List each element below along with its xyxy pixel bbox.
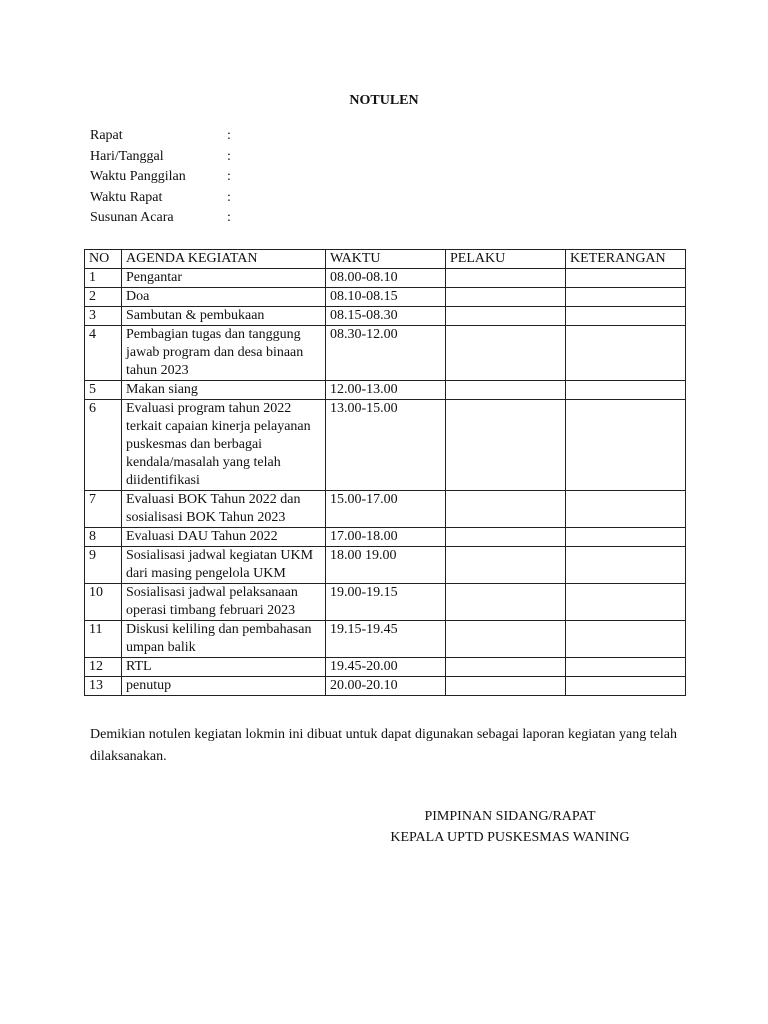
cell-waktu: 19.15-19.45 [326, 621, 446, 658]
cell-waktu: 17.00-18.00 [326, 528, 446, 547]
header-agenda: AGENDA KEGIATAN [122, 250, 326, 269]
table-row [85, 677, 686, 696]
table-row [85, 381, 686, 400]
table-row [85, 584, 686, 621]
cell-agenda: Evaluasi DAU Tahun 2022 [122, 528, 326, 547]
cell-keterangan [566, 400, 686, 491]
cell-keterangan [566, 621, 686, 658]
meta-row-hari-tanggal [90, 147, 237, 168]
meta-row-waktu-rapat [90, 188, 237, 209]
cell-pelaku [446, 288, 566, 307]
cell-keterangan [566, 307, 686, 326]
cell-pelaku [446, 269, 566, 288]
cell-pelaku [446, 528, 566, 547]
table-header-row [85, 250, 686, 269]
cell-pelaku [446, 658, 566, 677]
cell-pelaku [446, 326, 566, 381]
cell-agenda: Doa [122, 288, 326, 307]
cell-pelaku [446, 381, 566, 400]
meta-label: Hari/Tanggal [90, 148, 164, 164]
meeting-info [90, 126, 237, 229]
table-row [85, 307, 686, 326]
meta-row-waktu-panggilan [90, 167, 237, 188]
cell-agenda: Sosialisasi jadwal pelaksanaan operasi timbang februari 2023 [122, 584, 326, 621]
cell-waktu: 19.45-20.00 [326, 658, 446, 677]
meta-label: Waktu Rapat [90, 189, 163, 205]
meta-label: Susunan Acara [90, 210, 174, 225]
cell-agenda: Evaluasi BOK Tahun 2022 dan sosialisasi BOK Tahun 2023 [122, 491, 326, 528]
signature-position: KEPALA UPTD PUSKESMAS WANING [390, 830, 630, 845]
cell-pelaku [446, 400, 566, 491]
cell-pelaku [446, 307, 566, 326]
signature-block [360, 806, 660, 848]
header-keterangan: KETERANGAN [566, 250, 686, 269]
cell-pelaku [446, 677, 566, 696]
cell-keterangan [566, 381, 686, 400]
signature-title: PIMPINAN SIDANG/RAPAT [424, 809, 596, 824]
cell-no: 6 [85, 400, 122, 491]
cell-waktu: 15.00-17.00 [326, 491, 446, 528]
cell-keterangan [566, 677, 686, 696]
cell-keterangan [566, 528, 686, 547]
table-row [85, 288, 686, 307]
document-title: NOTULEN [349, 93, 419, 108]
cell-agenda: Pengantar [122, 269, 326, 288]
cell-waktu: 20.00-20.10 [326, 677, 446, 696]
cell-agenda: Sosialisasi jadwal kegiatan UKM dari masing pengelola UKM [122, 547, 326, 584]
table-row [85, 400, 686, 491]
agenda-table [84, 249, 686, 696]
cell-agenda: RTL [122, 658, 326, 677]
table-row [85, 326, 686, 381]
cell-pelaku [446, 621, 566, 658]
cell-waktu: 08.10-08.15 [326, 288, 446, 307]
cell-waktu: 13.00-15.00 [326, 400, 446, 491]
cell-keterangan [566, 326, 686, 381]
table-row [85, 528, 686, 547]
cell-no: 2 [85, 288, 122, 307]
cell-no: 7 [85, 491, 122, 528]
cell-waktu: 19.00-19.15 [326, 584, 446, 621]
header-waktu: WAKTU [326, 250, 446, 269]
meta-colon: : [227, 210, 231, 225]
cell-keterangan [566, 547, 686, 584]
table-row [85, 491, 686, 528]
cell-pelaku [446, 547, 566, 584]
cell-waktu: 12.00-13.00 [326, 381, 446, 400]
cell-keterangan [566, 658, 686, 677]
cell-agenda: penutup [122, 677, 326, 696]
cell-no: 8 [85, 528, 122, 547]
meta-label: Waktu Panggilan [90, 169, 186, 184]
cell-no: 4 [85, 326, 122, 381]
meta-row-rapat [90, 126, 237, 147]
header-no: NO [85, 250, 122, 269]
meta-label: Rapat [90, 128, 123, 143]
cell-agenda: Pembagian tugas dan tanggung jawab program dan desa binaan tahun 2023 [122, 326, 326, 381]
cell-no: 3 [85, 307, 122, 326]
cell-no: 9 [85, 547, 122, 584]
cell-no: 10 [85, 584, 122, 621]
table-row [85, 547, 686, 584]
closing-paragraph: Demikian notulen kegiatan lokmin ini dibuat untuk dapat digunakan sebagai laporan kegiatan yang telah dilaksanakan. [90, 727, 677, 764]
header-pelaku: PELAKU [446, 250, 566, 269]
cell-waktu: 08.15-08.30 [326, 307, 446, 326]
cell-no: 11 [85, 621, 122, 658]
cell-agenda: Sambutan & pembukaan [122, 307, 326, 326]
cell-no: 5 [85, 381, 122, 400]
cell-no: 13 [85, 677, 122, 696]
table-row [85, 269, 686, 288]
cell-keterangan [566, 491, 686, 528]
meta-row-susunan-acara [90, 208, 237, 229]
table-row [85, 621, 686, 658]
cell-pelaku [446, 584, 566, 621]
cell-no: 12 [85, 658, 122, 677]
table-body [85, 269, 686, 696]
cell-waktu: 08.00-08.10 [326, 269, 446, 288]
table-row [85, 658, 686, 677]
cell-keterangan [566, 288, 686, 307]
cell-pelaku [446, 491, 566, 528]
meta-colon: : [227, 128, 231, 143]
cell-waktu: 18.00 19.00 [326, 547, 446, 584]
cell-keterangan [566, 584, 686, 621]
meta-colon: : [227, 189, 231, 205]
cell-no: 1 [85, 269, 122, 288]
cell-agenda: Evaluasi program tahun 2022 terkait capaian kinerja pelayanan puskesmas dan berbagai kendala/masalah yang telah diidentifikasi [122, 400, 326, 491]
meta-colon: : [227, 169, 231, 184]
cell-keterangan [566, 269, 686, 288]
cell-agenda: Diskusi keliling dan pembahasan umpan balik [122, 621, 326, 658]
cell-agenda: Makan siang [122, 381, 326, 400]
cell-waktu: 08.30-12.00 [326, 326, 446, 381]
meta-colon: : [227, 148, 231, 164]
